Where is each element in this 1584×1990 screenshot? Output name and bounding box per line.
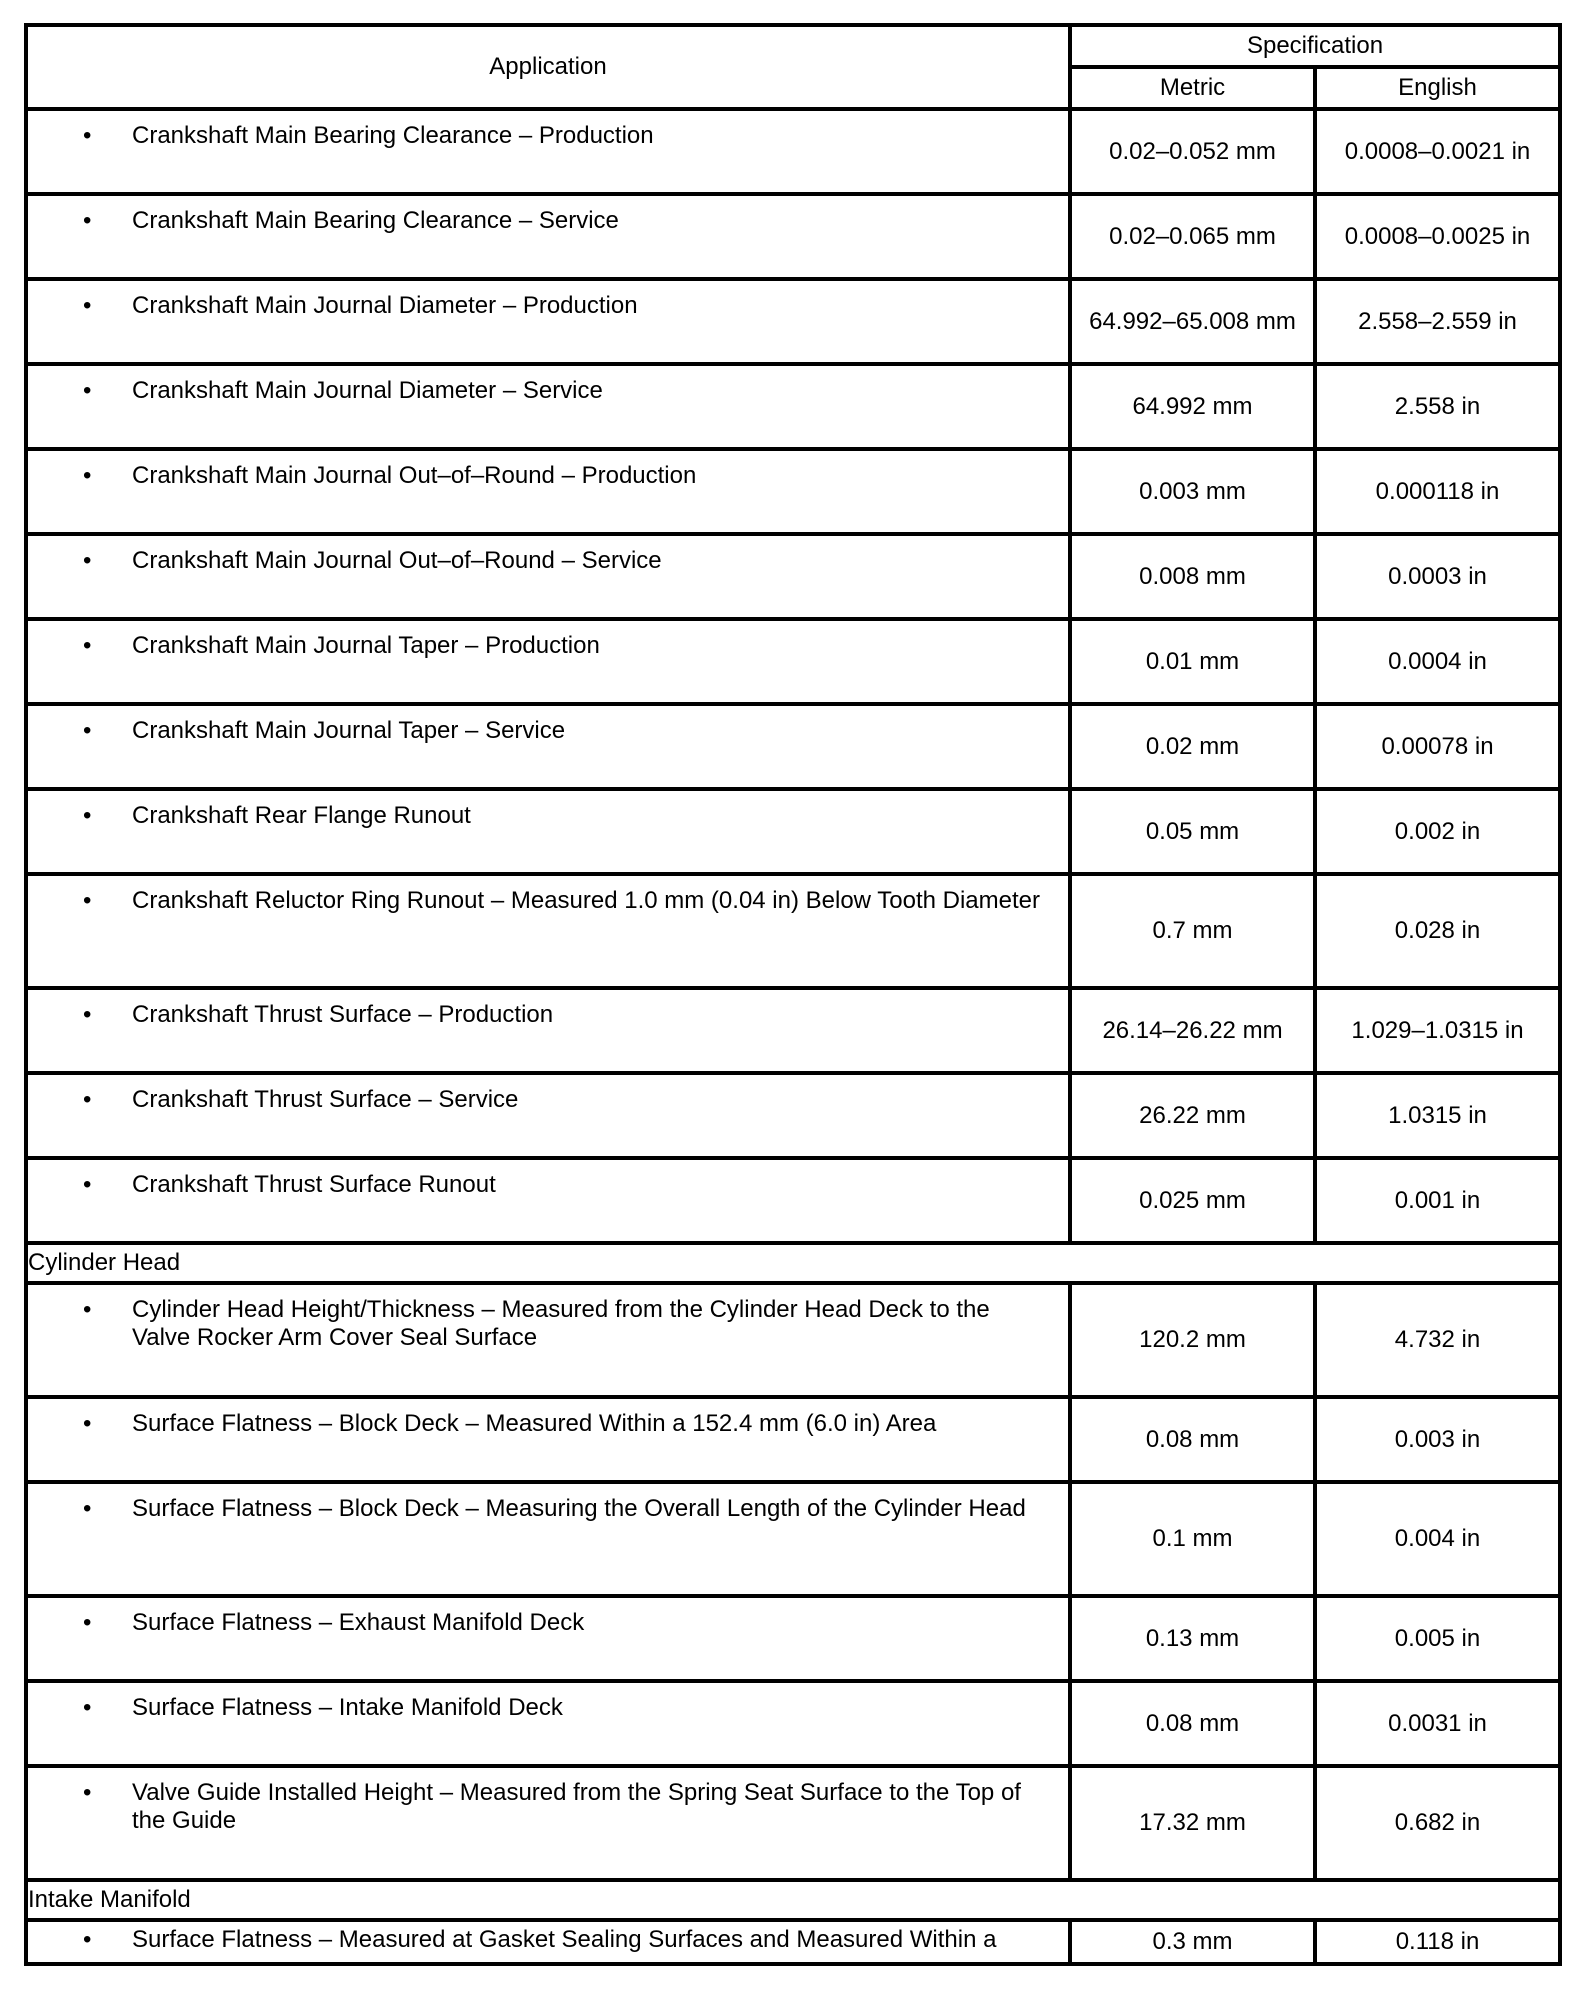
bullet-icon: •	[83, 1779, 92, 1806]
metric-value: 0.003 mm	[1070, 449, 1315, 534]
english-value: 0.0008–0.0021 in	[1315, 109, 1560, 194]
metric-value: 0.01 mm	[1070, 619, 1315, 704]
table-row	[26, 1920, 1560, 1964]
table-row	[26, 874, 1560, 988]
bullet-icon: •	[83, 1296, 92, 1323]
english-value: 0.682 in	[1315, 1766, 1560, 1880]
application-cell	[26, 279, 1070, 364]
english-value: 0.001 in	[1315, 1158, 1560, 1243]
table-row	[26, 704, 1560, 789]
application-text: Surface Flatness – Block Deck – Measured Within a 152.4 mm (6.0 in) Area	[132, 1410, 937, 1437]
bullet-icon: •	[83, 1694, 92, 1721]
application-text: Crankshaft Main Journal Diameter – Production	[132, 292, 638, 319]
application-cell	[26, 1681, 1070, 1766]
english-value: 4.732 in	[1315, 1283, 1560, 1397]
application-cell	[26, 1482, 1070, 1596]
english-header: English	[1315, 67, 1560, 109]
bullet-icon: •	[83, 462, 92, 489]
application-text: Crankshaft Thrust Surface – Production	[132, 1001, 554, 1028]
bullet-icon: •	[83, 1410, 92, 1437]
english-value: 0.003 in	[1315, 1397, 1560, 1482]
table-row	[26, 109, 1560, 194]
application-cell	[26, 1073, 1070, 1158]
application-cell	[26, 1158, 1070, 1243]
table-row	[26, 1766, 1560, 1880]
section-label: Cylinder Head	[26, 1243, 1560, 1283]
metric-value: 64.992 mm	[1070, 364, 1315, 449]
metric-value: 64.992–65.008 mm	[1070, 279, 1315, 364]
application-cell	[26, 449, 1070, 534]
application-text: Crankshaft Main Journal Out–of–Round – Service	[132, 547, 662, 574]
metric-value: 0.1 mm	[1070, 1482, 1315, 1596]
metric-value: 17.32 mm	[1070, 1766, 1315, 1880]
bullet-icon: •	[83, 122, 92, 149]
application-cell	[26, 1766, 1070, 1880]
application-text: Crankshaft Thrust Surface – Service	[132, 1086, 519, 1113]
application-header: Application	[26, 25, 1070, 109]
bullet-icon: •	[83, 802, 92, 829]
bullet-icon: •	[83, 1171, 92, 1198]
application-text: Crankshaft Main Journal Taper – Production	[132, 632, 600, 659]
application-text: Crankshaft Reluctor Ring Runout – Measured 1.0 mm (0.04 in) Below Tooth Diameter	[132, 887, 1040, 914]
english-value: 2.558 in	[1315, 364, 1560, 449]
application-cell	[26, 704, 1070, 789]
application-text: Crankshaft Main Journal Out–of–Round – Production	[132, 462, 697, 489]
application-cell	[26, 1920, 1070, 1964]
metric-header: Metric	[1070, 67, 1315, 109]
bullet-icon: •	[83, 207, 92, 234]
english-value: 0.0008–0.0025 in	[1315, 194, 1560, 279]
english-value: 0.005 in	[1315, 1596, 1560, 1681]
metric-value: 0.025 mm	[1070, 1158, 1315, 1243]
table-row	[26, 1482, 1560, 1596]
bullet-icon: •	[83, 1495, 92, 1522]
bullet-icon: •	[83, 1086, 92, 1113]
application-text: Crankshaft Thrust Surface Runout	[132, 1171, 496, 1198]
application-cell	[26, 1596, 1070, 1681]
english-value: 0.0031 in	[1315, 1681, 1560, 1766]
metric-value: 0.08 mm	[1070, 1397, 1315, 1482]
metric-value: 0.05 mm	[1070, 789, 1315, 874]
table-header	[26, 25, 1560, 109]
application-cell	[26, 988, 1070, 1073]
english-value: 0.000118 in	[1315, 449, 1560, 534]
bullet-icon: •	[83, 887, 92, 914]
table-row	[26, 279, 1560, 364]
english-value: 0.00078 in	[1315, 704, 1560, 789]
application-text: Surface Flatness – Exhaust Manifold Deck	[132, 1609, 585, 1636]
section-label: Intake Manifold	[26, 1880, 1560, 1920]
metric-value: 0.02–0.065 mm	[1070, 194, 1315, 279]
english-value: 0.028 in	[1315, 874, 1560, 988]
bullet-icon: •	[83, 292, 92, 319]
application-cell	[26, 789, 1070, 874]
section-row	[26, 1243, 1560, 1283]
application-text: Surface Flatness – Intake Manifold Deck	[132, 1694, 563, 1721]
table-row	[26, 1283, 1560, 1397]
application-text: Surface Flatness – Measured at Gasket Sealing Surfaces and Measured Within a	[132, 1926, 997, 1953]
application-cell	[26, 1397, 1070, 1482]
table-row	[26, 1596, 1560, 1681]
table-body	[26, 109, 1560, 1964]
metric-value: 0.02–0.052 mm	[1070, 109, 1315, 194]
metric-value: 0.7 mm	[1070, 874, 1315, 988]
application-text: Crankshaft Main Journal Taper – Service	[132, 717, 566, 744]
application-cell	[26, 534, 1070, 619]
application-cell	[26, 194, 1070, 279]
metric-value: 0.02 mm	[1070, 704, 1315, 789]
table-row	[26, 1073, 1560, 1158]
table-row	[26, 1681, 1560, 1766]
application-cell	[26, 874, 1070, 988]
bullet-icon: •	[83, 1001, 92, 1028]
metric-value: 0.008 mm	[1070, 534, 1315, 619]
english-value: 0.0003 in	[1315, 534, 1560, 619]
english-value: 1.0315 in	[1315, 1073, 1560, 1158]
application-cell	[26, 364, 1070, 449]
bullet-icon: •	[83, 377, 92, 404]
application-text: Crankshaft Main Bearing Clearance – Service	[132, 207, 619, 234]
english-value: 2.558–2.559 in	[1315, 279, 1560, 364]
metric-value: 0.13 mm	[1070, 1596, 1315, 1681]
english-value: 0.0004 in	[1315, 619, 1560, 704]
bullet-icon: •	[83, 547, 92, 574]
application-text: Valve Guide Installed Height – Measured from the Spring Seat Surface to the Top of the Guide	[132, 1779, 1021, 1834]
application-cell	[26, 619, 1070, 704]
english-value: 0.002 in	[1315, 789, 1560, 874]
table-row	[26, 789, 1560, 874]
bullet-icon: •	[83, 717, 92, 744]
metric-value: 0.08 mm	[1070, 1681, 1315, 1766]
table-row	[26, 534, 1560, 619]
metric-value: 26.14–26.22 mm	[1070, 988, 1315, 1073]
specification-table	[24, 23, 1562, 1966]
section-row	[26, 1880, 1560, 1920]
english-value: 0.118 in	[1315, 1920, 1560, 1964]
application-cell	[26, 1283, 1070, 1397]
table-row	[26, 194, 1560, 279]
application-text: Crankshaft Rear Flange Runout	[132, 802, 471, 829]
metric-value: 26.22 mm	[1070, 1073, 1315, 1158]
application-text: Crankshaft Main Bearing Clearance – Production	[132, 122, 654, 149]
table-row	[26, 364, 1560, 449]
bullet-icon: •	[83, 1926, 92, 1953]
application-text: Cylinder Head Height/Thickness – Measured from the Cylinder Head Deck to the Valve Rocker Arm Cover Seal Surface	[132, 1296, 990, 1351]
application-text: Crankshaft Main Journal Diameter – Service	[132, 377, 603, 404]
english-value: 0.004 in	[1315, 1482, 1560, 1596]
metric-value: 0.3 mm	[1070, 1920, 1315, 1964]
english-value: 1.029–1.0315 in	[1315, 988, 1560, 1073]
table-row	[26, 1158, 1560, 1243]
specification-header: Specification	[1070, 25, 1560, 67]
table-row	[26, 619, 1560, 704]
table-row	[26, 449, 1560, 534]
bullet-icon: •	[83, 1609, 92, 1636]
application-cell	[26, 109, 1070, 194]
metric-value: 120.2 mm	[1070, 1283, 1315, 1397]
table-row	[26, 988, 1560, 1073]
application-text: Surface Flatness – Block Deck – Measuring the Overall Length of the Cylinder Head	[132, 1495, 1026, 1522]
table-row	[26, 1397, 1560, 1482]
bullet-icon: •	[83, 632, 92, 659]
